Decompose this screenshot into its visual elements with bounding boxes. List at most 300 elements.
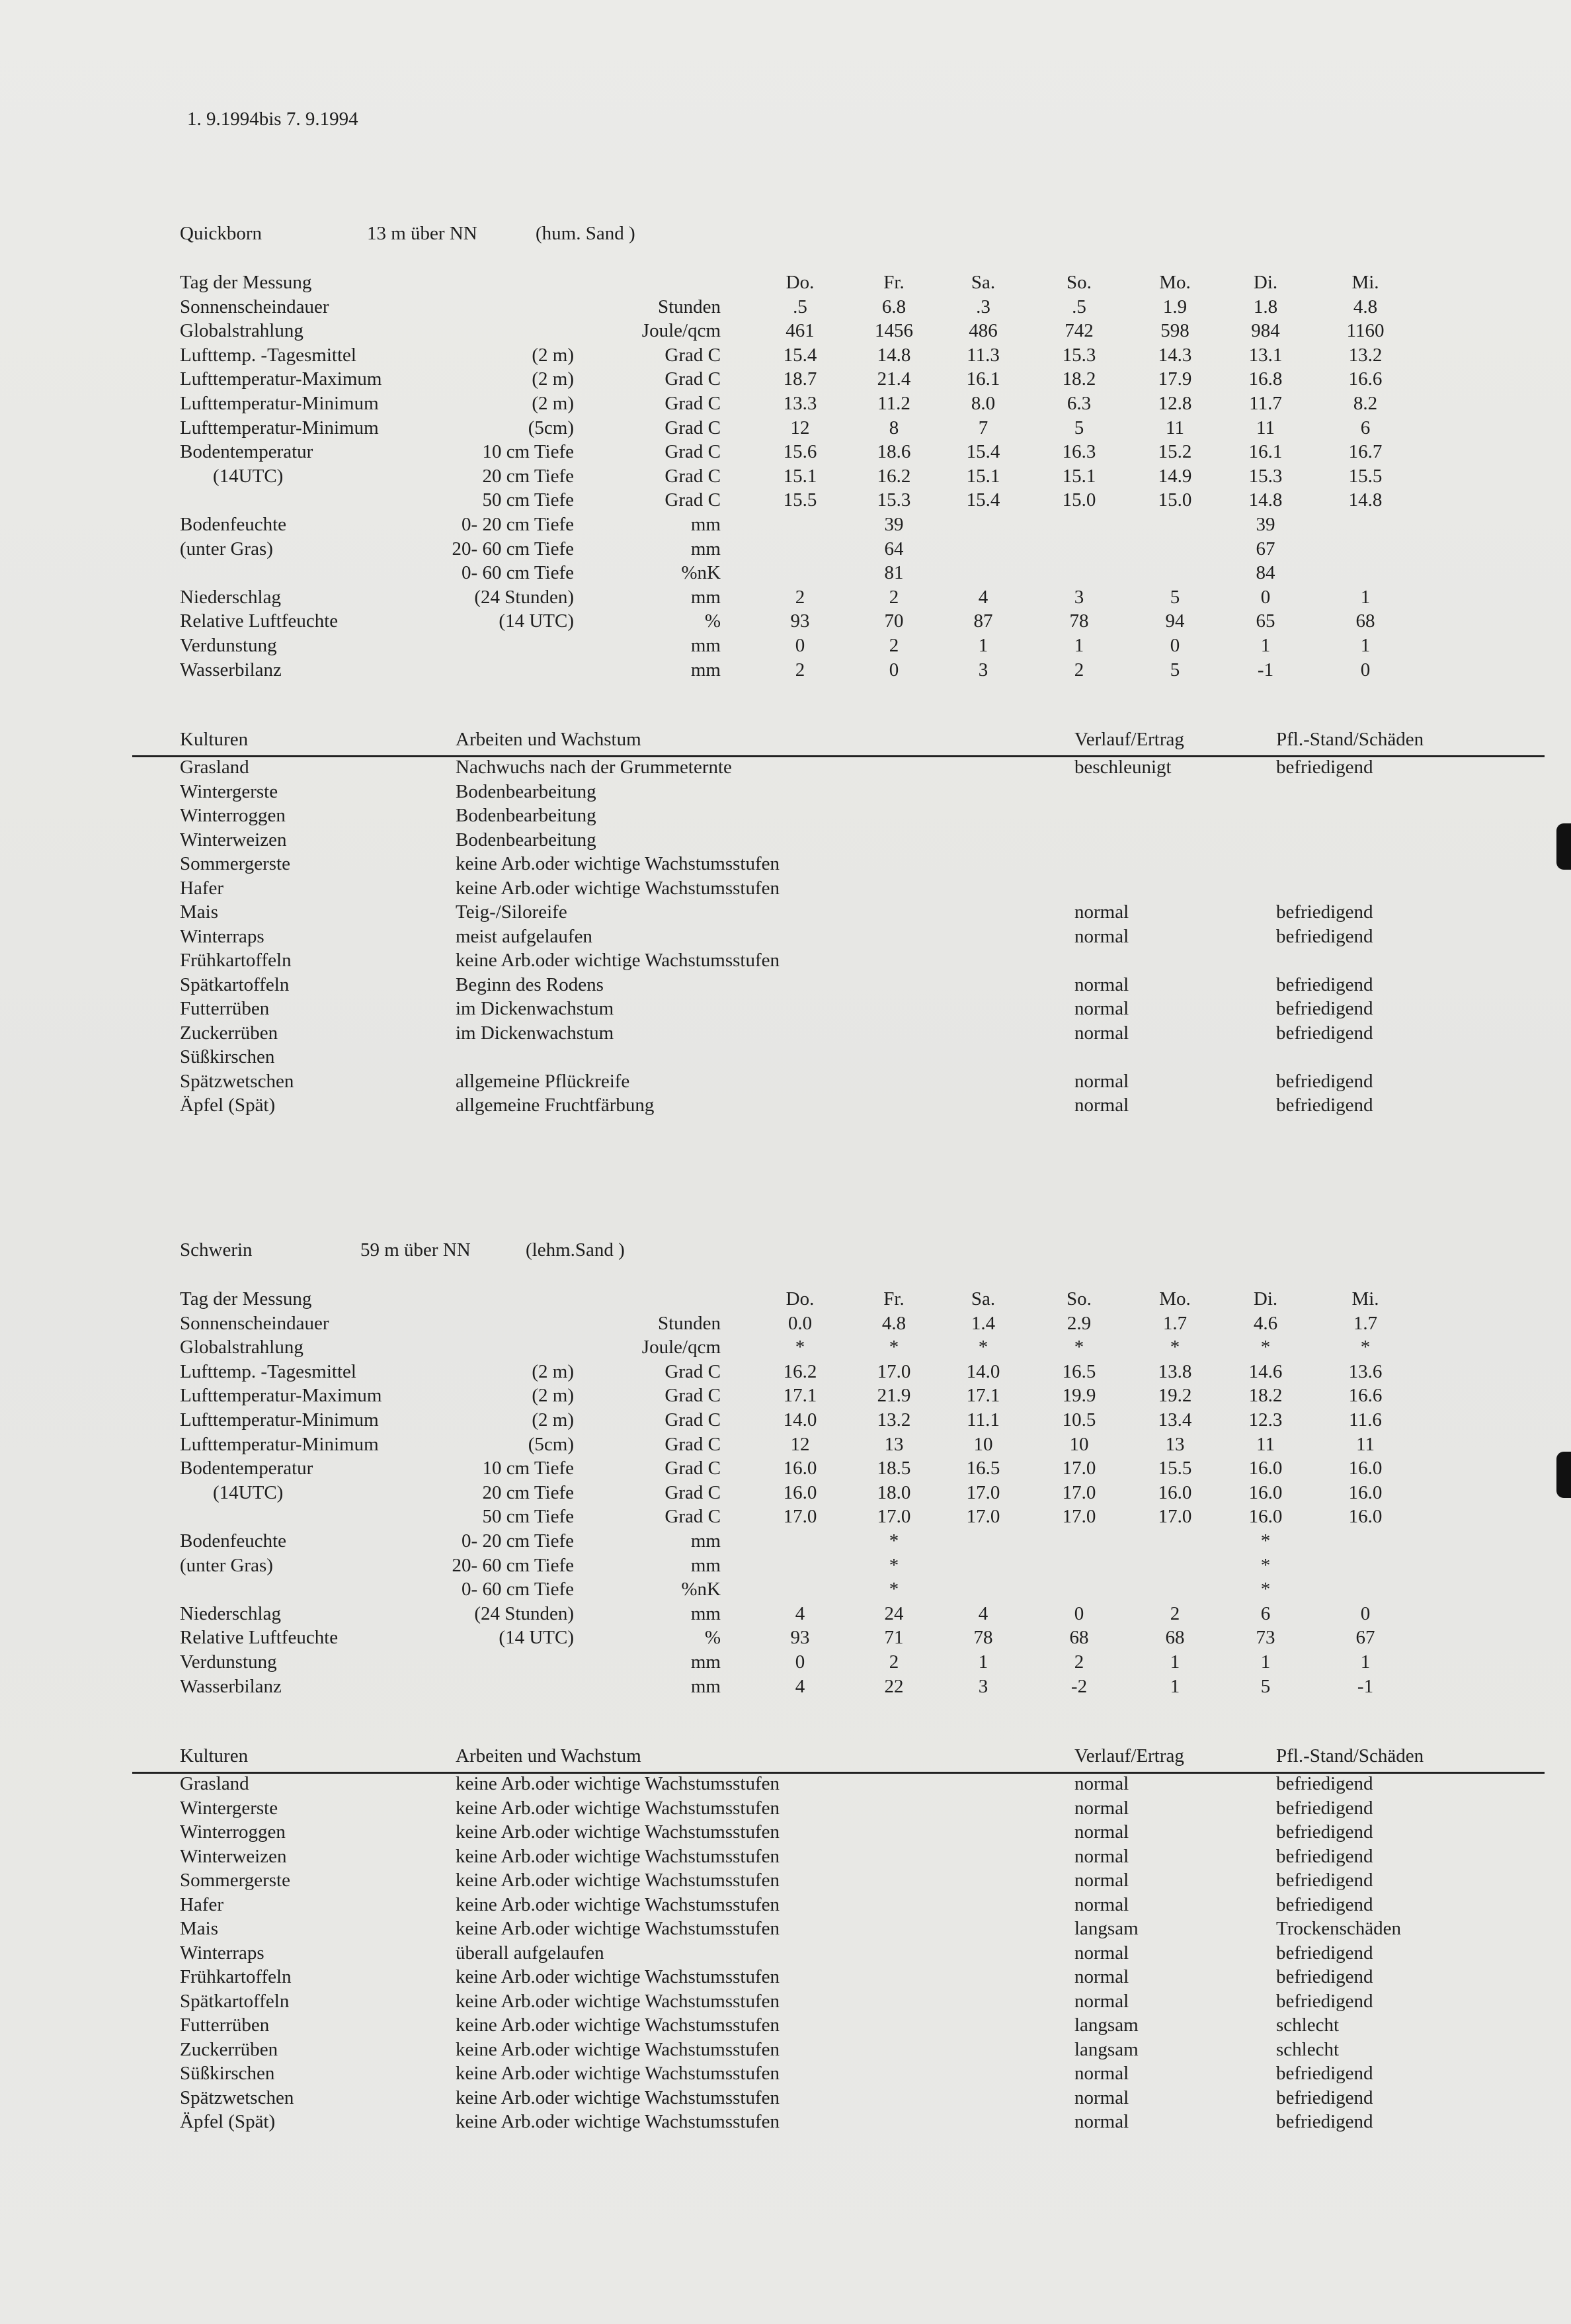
weather-row-unit: Grad C — [665, 417, 721, 438]
weather-value: 6.8 — [881, 296, 906, 317]
weather-value: -1 — [1257, 659, 1274, 681]
crop-progress: normal — [1074, 1095, 1129, 1116]
crop-name: Winterweizen — [180, 1845, 287, 1867]
weather-row-label: Relative Luftfeuchte — [180, 1627, 339, 1649]
weather-value: 11.3 — [967, 344, 1000, 366]
weather-value: * — [1260, 1337, 1271, 1358]
crop-status: befriedigend — [1276, 2063, 1373, 2084]
weather-value: 13.2 — [1348, 344, 1383, 366]
day-header: Mo. — [1159, 272, 1191, 293]
weather-value: 16.2 — [783, 1360, 817, 1382]
crop-name: Winterroggen — [180, 1821, 286, 1843]
crop-work: überall aufgelaufen — [456, 1942, 604, 1964]
weather-value: 15.3 — [1062, 344, 1096, 366]
weather-value: 16.0 — [1348, 1458, 1383, 1479]
weather-value: 11 — [1256, 1433, 1275, 1455]
crop-work: meist aufgelaufen — [456, 925, 592, 947]
crop-status: Trockenschäden — [1276, 1918, 1401, 1939]
weather-row-unit: %nK — [681, 1579, 721, 1600]
weather-value: 0 — [795, 1651, 805, 1673]
weather-value: 1160 — [1346, 320, 1385, 342]
crop-name: Winterraps — [180, 1942, 264, 1964]
weather-header-label: Tag der Messung — [180, 1288, 312, 1309]
weather-value: 2 — [795, 659, 805, 681]
crop-work: Bodenbearbeitung — [456, 829, 596, 851]
weather-value: 17.0 — [1062, 1481, 1096, 1503]
weather-value: 11.2 — [877, 393, 910, 414]
crop-status: befriedigend — [1276, 1966, 1373, 1987]
weather-value: 13.6 — [1348, 1360, 1383, 1382]
weather-value: 24 — [884, 1602, 904, 1624]
weather-value: 93 — [790, 1627, 810, 1649]
day-header: Do. — [786, 1288, 815, 1309]
weather-value: 6 — [1360, 417, 1371, 438]
weather-row-unit: % — [704, 1627, 721, 1649]
weather-row-unit: Grad C — [665, 465, 721, 487]
weather-value: .3 — [976, 296, 990, 317]
crop-work: allgemeine Fruchtfärbung — [456, 1095, 655, 1116]
crop-name: Winterweizen — [180, 829, 287, 851]
weather-value: 11 — [1256, 417, 1275, 438]
crop-work: keine Arb.oder wichtige Wachstumsstufen — [456, 2111, 780, 2132]
weather-value: 16.0 — [783, 1458, 817, 1479]
weather-value: .5 — [1072, 296, 1086, 317]
weather-value: 8.2 — [1353, 393, 1378, 414]
weather-value: 16.0 — [1248, 1458, 1283, 1479]
weather-value: 10 — [973, 1433, 993, 1455]
weather-value: 598 — [1160, 320, 1189, 342]
weather-row-unit: Grad C — [665, 1458, 721, 1479]
weather-value: 16.0 — [783, 1481, 817, 1503]
weather-row-depth: 20 cm Tiefe — [482, 1481, 574, 1503]
crop-name: Futterrüben — [180, 2014, 270, 2036]
weather-value: 17.1 — [783, 1385, 817, 1407]
weather-value: 10 — [1069, 1433, 1089, 1455]
crop-work: keine Arb.oder wichtige Wachstumsstufen — [456, 1870, 780, 1891]
weather-value: 16.1 — [966, 368, 1000, 390]
weather-value: 16.2 — [877, 465, 911, 487]
weather-row-depth: 20 cm Tiefe — [482, 465, 574, 487]
crop-name: Mais — [180, 901, 218, 923]
weather-value: 13.3 — [783, 393, 817, 414]
crop-progress: normal — [1074, 1845, 1129, 1867]
weather-value: 16.0 — [1248, 1506, 1283, 1528]
crop-status: befriedigend — [1276, 1022, 1373, 1044]
weather-row-depth: (2 m) — [532, 1360, 574, 1382]
crop-work: im Dickenwachstum — [456, 998, 614, 1019]
weather-value: 14.9 — [1158, 465, 1192, 487]
day-header: Fr. — [883, 272, 905, 293]
weather-value: 1.7 — [1353, 1312, 1378, 1334]
weather-value: 16.3 — [1062, 441, 1096, 463]
crop-name: Äpfel (Spät) — [180, 2111, 276, 2132]
crop-status: befriedigend — [1276, 1095, 1373, 1116]
crop-work: Bodenbearbeitung — [456, 805, 596, 826]
weather-value: 1 — [1360, 1651, 1371, 1673]
crop-status: befriedigend — [1276, 757, 1373, 778]
crop-progress: normal — [1074, 1870, 1129, 1891]
weather-value: 11.6 — [1349, 1409, 1382, 1431]
weather-value: 67 — [1355, 1627, 1375, 1649]
station-elevation: 13 m über NN — [367, 223, 477, 244]
weather-value: 19.9 — [1062, 1385, 1096, 1407]
crop-status: befriedigend — [1276, 925, 1373, 947]
weather-value: * — [1074, 1337, 1084, 1358]
crop-progress: normal — [1074, 1070, 1129, 1092]
weather-value: * — [889, 1337, 899, 1358]
weather-value: 0 — [1360, 659, 1371, 681]
weather-row-label: Verdunstung — [180, 635, 277, 656]
weather-row-unit: Stunden — [657, 1312, 721, 1334]
weather-value: 15.2 — [1158, 441, 1192, 463]
weather-row-label: (unter Gras) — [180, 1554, 273, 1576]
weather-row-label: Wasserbilanz — [180, 1675, 282, 1697]
weather-value: 22 — [884, 1675, 904, 1697]
crops-header-kulturen: Kulturen — [180, 729, 249, 750]
day-header: Mi. — [1351, 272, 1379, 293]
weather-value: 18.6 — [877, 441, 911, 463]
crop-progress: normal — [1074, 1990, 1129, 2012]
crop-work: Bodenbearbeitung — [456, 780, 596, 802]
crop-status: befriedigend — [1276, 974, 1373, 995]
crop-name: Grasland — [180, 1773, 249, 1794]
weather-row-label: Sonnenscheindauer — [180, 296, 329, 317]
weather-value: 11 — [1166, 417, 1184, 438]
weather-value: -1 — [1357, 1675, 1374, 1697]
crops-header-stand: Pfl.-Stand/Schäden — [1276, 729, 1424, 750]
weather-value: 11 — [1356, 1433, 1375, 1455]
crop-status: befriedigend — [1276, 998, 1373, 1019]
weather-value: 15.3 — [1248, 465, 1283, 487]
weather-value: * — [889, 1554, 899, 1576]
weather-row-unit: Stunden — [657, 296, 721, 317]
weather-value: 486 — [969, 320, 998, 342]
crop-work: keine Arb.oder wichtige Wachstumsstufen — [456, 1845, 780, 1867]
weather-row-unit: Grad C — [665, 1360, 721, 1382]
weather-value: 16.0 — [1348, 1481, 1383, 1503]
weather-value: 0 — [795, 635, 805, 656]
weather-value: 73 — [1256, 1627, 1275, 1649]
weather-value: 18.7 — [783, 368, 817, 390]
weather-value: 16.7 — [1348, 441, 1383, 463]
weather-value: 4.6 — [1253, 1312, 1278, 1334]
weather-value: 14.0 — [966, 1360, 1000, 1382]
weather-value: 7 — [978, 417, 988, 438]
weather-value: 15.0 — [1158, 489, 1192, 511]
weather-value: 18.5 — [877, 1458, 911, 1479]
weather-value: 17.1 — [966, 1385, 1000, 1407]
weather-value: 18.0 — [877, 1481, 911, 1503]
weather-value: 6 — [1260, 1602, 1271, 1624]
punch-hole-top — [1556, 823, 1571, 870]
crop-work: keine Arb.oder wichtige Wachstumsstufen — [456, 950, 780, 971]
weather-value: 13 — [884, 1433, 904, 1455]
crop-name: Zuckerrüben — [180, 1022, 278, 1044]
crop-work: keine Arb.oder wichtige Wachstumsstufen — [456, 1966, 780, 1987]
weather-row-depth: (2 m) — [532, 344, 574, 366]
weather-row-label: Lufttemp. -Tagesmittel — [180, 344, 356, 366]
weather-value: 14.8 — [1248, 489, 1283, 511]
crop-work: Teig-/Siloreife — [456, 901, 567, 923]
crop-status: befriedigend — [1276, 1070, 1373, 1092]
weather-row-unit: Grad C — [665, 1385, 721, 1407]
weather-row-label: Bodentemperatur — [180, 1458, 313, 1479]
weather-row-sublabel: (14UTC) — [213, 1481, 284, 1503]
crop-progress: langsam — [1074, 2038, 1139, 2060]
weather-value: 4 — [978, 1602, 988, 1624]
crop-name: Zuckerrüben — [180, 2038, 278, 2060]
crop-progress: normal — [1074, 1966, 1129, 1987]
weather-row-unit: Grad C — [665, 1481, 721, 1503]
weather-row-unit: mm — [690, 538, 721, 560]
weather-value: 15.1 — [783, 465, 817, 487]
weather-value: 2 — [889, 1651, 899, 1673]
weather-value: * — [889, 1579, 899, 1600]
weather-row-depth: (14 UTC) — [499, 610, 574, 632]
weather-row-depth: 0- 20 cm Tiefe — [462, 514, 574, 535]
day-header: Do. — [786, 272, 815, 293]
weather-value: 17.0 — [966, 1506, 1000, 1528]
weather-value: 14.3 — [1158, 344, 1192, 366]
weather-value: 5 — [1170, 659, 1180, 681]
weather-row-depth: 0- 60 cm Tiefe — [462, 1579, 574, 1600]
crop-status: befriedigend — [1276, 1870, 1373, 1891]
weather-value: * — [795, 1337, 805, 1358]
weather-row-unit: Joule/qcm — [641, 320, 721, 342]
crop-progress: normal — [1074, 1821, 1129, 1843]
weather-row-label: Niederschlag — [180, 586, 281, 608]
weather-value: 1.7 — [1162, 1312, 1188, 1334]
crop-status: befriedigend — [1276, 1845, 1373, 1867]
weather-value: 14.8 — [1348, 489, 1383, 511]
weather-row-unit: mm — [690, 1651, 721, 1673]
weather-row-unit: mm — [690, 1530, 721, 1552]
weather-value: 16.5 — [966, 1458, 1000, 1479]
weather-value: 12 — [790, 1433, 810, 1455]
crop-status: schlecht — [1276, 2038, 1340, 2060]
crops-header-arbeiten: Arbeiten und Wachstum — [456, 1745, 641, 1766]
day-header: Mi. — [1351, 1288, 1379, 1309]
weather-value: 1 — [978, 1651, 988, 1673]
weather-row-label: Wasserbilanz — [180, 659, 282, 681]
weather-row-label: Relative Luftfeuchte — [180, 610, 339, 632]
weather-row-depth: (5cm) — [528, 417, 574, 438]
weather-value: 4.8 — [881, 1312, 906, 1334]
weather-value: 8 — [889, 417, 899, 438]
weather-value: 11.1 — [967, 1409, 1000, 1431]
weather-value: 67 — [1256, 538, 1275, 560]
weather-value: 15.5 — [1348, 465, 1383, 487]
day-header: Di. — [1253, 1288, 1278, 1309]
crops-header-stand: Pfl.-Stand/Schäden — [1276, 1745, 1424, 1766]
weather-row-label: Lufttemperatur-Minimum — [180, 1433, 379, 1455]
crops-header-kulturen: Kulturen — [180, 1745, 249, 1766]
day-header: Sa. — [971, 272, 996, 293]
weather-value: * — [1260, 1530, 1271, 1552]
weather-value: 15.5 — [783, 489, 817, 511]
crop-progress: normal — [1074, 1022, 1129, 1044]
weather-value: 17.0 — [1062, 1458, 1096, 1479]
weather-value: 1 — [1074, 635, 1084, 656]
weather-value: 1.4 — [971, 1312, 996, 1334]
weather-row-label: Lufttemperatur-Minimum — [180, 1409, 379, 1431]
crop-name: Hafer — [180, 877, 224, 899]
crop-progress: normal — [1074, 901, 1129, 923]
weather-value: 17.0 — [783, 1506, 817, 1528]
weather-value: 2 — [1170, 1602, 1180, 1624]
weather-value: 15.5 — [1158, 1458, 1192, 1479]
station-soil: (hum. Sand ) — [536, 223, 635, 244]
crop-name: Wintergerste — [180, 780, 278, 802]
weather-row-label: (unter Gras) — [180, 538, 273, 560]
crop-name: Grasland — [180, 757, 249, 778]
weather-value: 68 — [1069, 1627, 1089, 1649]
weather-row-depth: 10 cm Tiefe — [482, 1458, 574, 1479]
day-header: Fr. — [883, 1288, 905, 1309]
weather-value: -2 — [1070, 1675, 1088, 1697]
weather-value: 11.7 — [1249, 393, 1282, 414]
weather-value: 1 — [978, 635, 988, 656]
crop-status: befriedigend — [1276, 1773, 1373, 1794]
weather-value: 84 — [1256, 562, 1275, 584]
weather-value: 3 — [1074, 586, 1084, 608]
crop-status: befriedigend — [1276, 2111, 1373, 2132]
crop-progress: langsam — [1074, 2014, 1139, 2036]
crops-header-verlauf: Verlauf/Ertrag — [1074, 729, 1184, 750]
weather-value: 4.8 — [1353, 296, 1378, 317]
weather-value: 19.2 — [1158, 1385, 1192, 1407]
weather-value: 4 — [978, 586, 988, 608]
crop-work: keine Arb.oder wichtige Wachstumsstufen — [456, 2014, 780, 2036]
weather-value: 1 — [1260, 635, 1271, 656]
weather-value: * — [978, 1337, 988, 1358]
weather-value: * — [1170, 1337, 1180, 1358]
crop-name: Süßkirschen — [180, 1046, 275, 1067]
weather-row-depth: (2 m) — [532, 1409, 574, 1431]
weather-row-unit: % — [704, 610, 721, 632]
crop-progress: normal — [1074, 1893, 1129, 1915]
weather-value: 14.0 — [783, 1409, 817, 1431]
weather-value: 15.4 — [966, 489, 1000, 511]
weather-value: 15.3 — [877, 489, 911, 511]
weather-row-depth: 0- 20 cm Tiefe — [462, 1530, 574, 1552]
date-range: 1. 9.1994bis 7. 9.1994 — [187, 108, 358, 130]
crop-work: keine Arb.oder wichtige Wachstumsstufen — [456, 1893, 780, 1915]
weather-value: 2 — [795, 586, 805, 608]
day-header: Di. — [1253, 272, 1278, 293]
weather-row-label: Bodenfeuchte — [180, 1530, 287, 1552]
weather-value: 1 — [1360, 586, 1371, 608]
weather-row-label: Lufttemperatur-Minimum — [180, 417, 379, 438]
day-header: Sa. — [971, 1288, 996, 1309]
weather-value: 2 — [1074, 659, 1084, 681]
weather-row-unit: Grad C — [665, 1506, 721, 1528]
weather-value: 0 — [1170, 635, 1180, 656]
weather-value: 0 — [1260, 586, 1271, 608]
weather-row-label: Lufttemperatur-Minimum — [180, 393, 379, 414]
crop-name: Hafer — [180, 1893, 224, 1915]
weather-row-unit: Grad C — [665, 1409, 721, 1431]
weather-value: 39 — [884, 514, 904, 535]
weather-row-unit: mm — [690, 586, 721, 608]
crop-status: befriedigend — [1276, 1821, 1373, 1843]
crop-name: Wintergerste — [180, 1797, 278, 1819]
weather-value: 1456 — [875, 320, 913, 342]
crop-progress: normal — [1074, 2111, 1129, 2132]
crop-work: keine Arb.oder wichtige Wachstumsstufen — [456, 853, 780, 874]
weather-value: 16.6 — [1348, 1385, 1383, 1407]
weather-value: 4 — [795, 1675, 805, 1697]
crop-name: Frühkartoffeln — [180, 1966, 292, 1987]
weather-value: 16.5 — [1062, 1360, 1096, 1382]
day-header: So. — [1067, 1288, 1092, 1309]
weather-row-depth: (24 Stunden) — [474, 1602, 574, 1624]
station-name: Quickborn — [180, 223, 262, 244]
weather-row-depth: 50 cm Tiefe — [482, 1506, 574, 1528]
crop-progress: normal — [1074, 1942, 1129, 1964]
weather-value: 70 — [884, 610, 904, 632]
weather-value: 15.0 — [1062, 489, 1096, 511]
weather-row-depth: 0- 60 cm Tiefe — [462, 562, 574, 584]
weather-value: 81 — [884, 562, 904, 584]
crop-name: Spätkartoffeln — [180, 974, 290, 995]
weather-row-unit: mm — [690, 1675, 721, 1697]
weather-row-unit: Joule/qcm — [641, 1337, 721, 1358]
weather-row-label: Bodentemperatur — [180, 441, 313, 463]
weather-row-label: Bodenfeuchte — [180, 514, 287, 535]
weather-value: 461 — [786, 320, 815, 342]
weather-value: 17.0 — [1062, 1506, 1096, 1528]
weather-value: 3 — [978, 1675, 988, 1697]
crop-name: Spätzwetschen — [180, 2087, 294, 2108]
crop-work: im Dickenwachstum — [456, 1022, 614, 1044]
weather-value: * — [1260, 1554, 1271, 1576]
weather-value: 17.9 — [1158, 368, 1192, 390]
weather-value: 68 — [1355, 610, 1375, 632]
weather-value: 16.1 — [1248, 441, 1283, 463]
weather-value: 15.4 — [783, 344, 817, 366]
weather-value: 12 — [790, 417, 810, 438]
weather-value: 2.9 — [1067, 1312, 1092, 1334]
weather-row-label: Lufttemperatur-Maximum — [180, 1385, 382, 1407]
weather-row-depth: 50 cm Tiefe — [482, 489, 574, 511]
weather-row-label: Niederschlag — [180, 1602, 281, 1624]
weather-row-label: Verdunstung — [180, 1651, 277, 1673]
weather-value: 13.2 — [877, 1409, 911, 1431]
weather-value: .5 — [793, 296, 807, 317]
crop-name: Süßkirschen — [180, 2063, 275, 2084]
weather-row-unit: Grad C — [665, 441, 721, 463]
weather-row-depth: (2 m) — [532, 368, 574, 390]
crop-work: keine Arb.oder wichtige Wachstumsstufen — [456, 2087, 780, 2108]
weather-value: 2 — [889, 586, 899, 608]
weather-row-unit: Grad C — [665, 1433, 721, 1455]
weather-row-depth: (5cm) — [528, 1433, 574, 1455]
crop-work: keine Arb.oder wichtige Wachstumsstufen — [456, 2063, 780, 2084]
crop-work: Nachwuchs nach der Grummeternte — [456, 757, 732, 778]
weather-value: 6.3 — [1067, 393, 1092, 414]
weather-value: 742 — [1065, 320, 1094, 342]
weather-value: 71 — [884, 1627, 904, 1649]
day-header: So. — [1067, 272, 1092, 293]
crop-status: befriedigend — [1276, 1797, 1373, 1819]
weather-row-unit: mm — [690, 635, 721, 656]
weather-row-unit: %nK — [681, 562, 721, 584]
weather-value: 78 — [973, 1627, 993, 1649]
crop-progress: normal — [1074, 2063, 1129, 2084]
punch-hole-bottom — [1556, 1452, 1571, 1498]
weather-row-unit: Grad C — [665, 368, 721, 390]
